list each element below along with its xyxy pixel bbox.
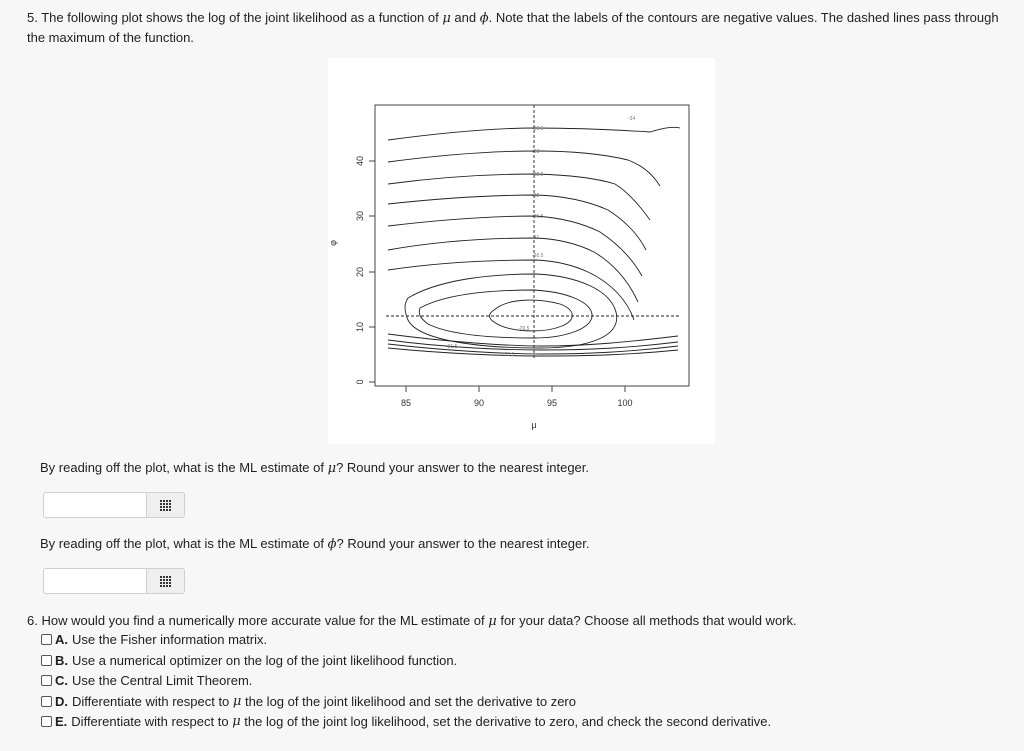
option-b-checkbox[interactable] [41, 655, 52, 666]
math-keypad-button[interactable] [147, 568, 185, 594]
option-a-checkbox[interactable] [41, 634, 52, 645]
mu-symbol: μ [327, 461, 337, 476]
mu-symbol: μ [488, 614, 497, 629]
option-e[interactable]: E. Differentiate with respect to μ the log of the joint log likelihood, set the derivative to zero, and check the second derivative. [41, 712, 771, 730]
math-keypad-button[interactable] [147, 492, 185, 518]
contour-label: -31.5 [446, 344, 458, 350]
answer-row-mu [43, 492, 185, 520]
contour-label: -31.5 [532, 214, 544, 220]
contour-label: -34 [628, 116, 636, 122]
contour-label: -30.5 [532, 253, 544, 259]
mu-answer-input[interactable] [43, 492, 147, 518]
contour-label: -29.5 [518, 326, 530, 332]
option-a[interactable]: A. Use the Fisher information matrix. [41, 630, 267, 648]
y-tick-label: 40 [355, 155, 365, 167]
question-number: 5. [27, 10, 38, 25]
keypad-grid-icon [160, 576, 171, 587]
contour-label: -33.5 [503, 352, 515, 358]
question-6-text: 6. How would you find a numerically more accurate value for the ML estimate of μ for your data? Choose all methods that would work. [27, 613, 797, 629]
contour-label: -33.5 [532, 126, 544, 132]
option-c[interactable]: C. Use the Central Limit Theorem. [41, 671, 252, 689]
option-d[interactable]: D. Differentiate with respect to μ the log of the joint likelihood and set the derivative to zero [41, 692, 576, 710]
contour-label: -32.5 [532, 172, 544, 178]
question-5-text: 5. The following plot shows the log of the joint likelihood as a function of μ and ϕ. Note that the labels of the contours are negative values. The dashed lines pass through the maximum of the function. [27, 10, 999, 45]
mu-symbol: μ [232, 693, 242, 709]
x-axis-label: μ [531, 420, 537, 430]
max-dashed-lines [386, 105, 680, 358]
keypad-grid-icon [160, 500, 171, 511]
answer-row-phi [43, 568, 185, 596]
x-tick-label: 95 [546, 398, 558, 408]
option-b[interactable]: B. Use a numerical optimizer on the log of the joint likelihood function. [41, 651, 457, 669]
x-tick-label: 90 [473, 398, 485, 408]
x-axis [406, 386, 625, 392]
y-tick-label: 30 [355, 210, 365, 222]
x-tick-label: 100 [617, 398, 633, 408]
mu-symbol: μ [232, 713, 241, 729]
phi-symbol: ϕ [479, 11, 489, 26]
x-tick-label: 85 [400, 398, 412, 408]
y-tick-label: 10 [355, 321, 365, 333]
sub-question-phi: By reading off the plot, what is the ML estimate of ϕ? Round your answer to the nearest integer. [40, 536, 590, 552]
phi-answer-input[interactable] [43, 568, 147, 594]
mu-symbol: μ [442, 11, 451, 26]
option-e-checkbox[interactable] [41, 716, 52, 727]
y-axis-label: φ [328, 240, 338, 246]
option-c-checkbox[interactable] [41, 675, 52, 686]
contour-plot [328, 58, 715, 444]
contour-label: -32 [532, 193, 540, 199]
question-text: The following plot shows the log of the joint likelihood as a function of [41, 10, 439, 25]
contour-label: -31 [532, 235, 540, 241]
phi-symbol: ϕ [327, 537, 337, 552]
contour-plot-svg [328, 58, 715, 444]
y-axis [369, 161, 375, 382]
sub-question-mu: By reading off the plot, what is the ML estimate of μ? Round your answer to the nearest integer. [40, 460, 590, 476]
option-d-checkbox[interactable] [41, 696, 52, 707]
y-tick-label: 0 [355, 379, 365, 385]
question-text: How would you find a numerically more accurate value for the ML estimate of [41, 613, 485, 628]
question-number: 6. [27, 613, 38, 628]
y-tick-label: 20 [355, 266, 365, 278]
contour-label: -33 [532, 149, 540, 155]
